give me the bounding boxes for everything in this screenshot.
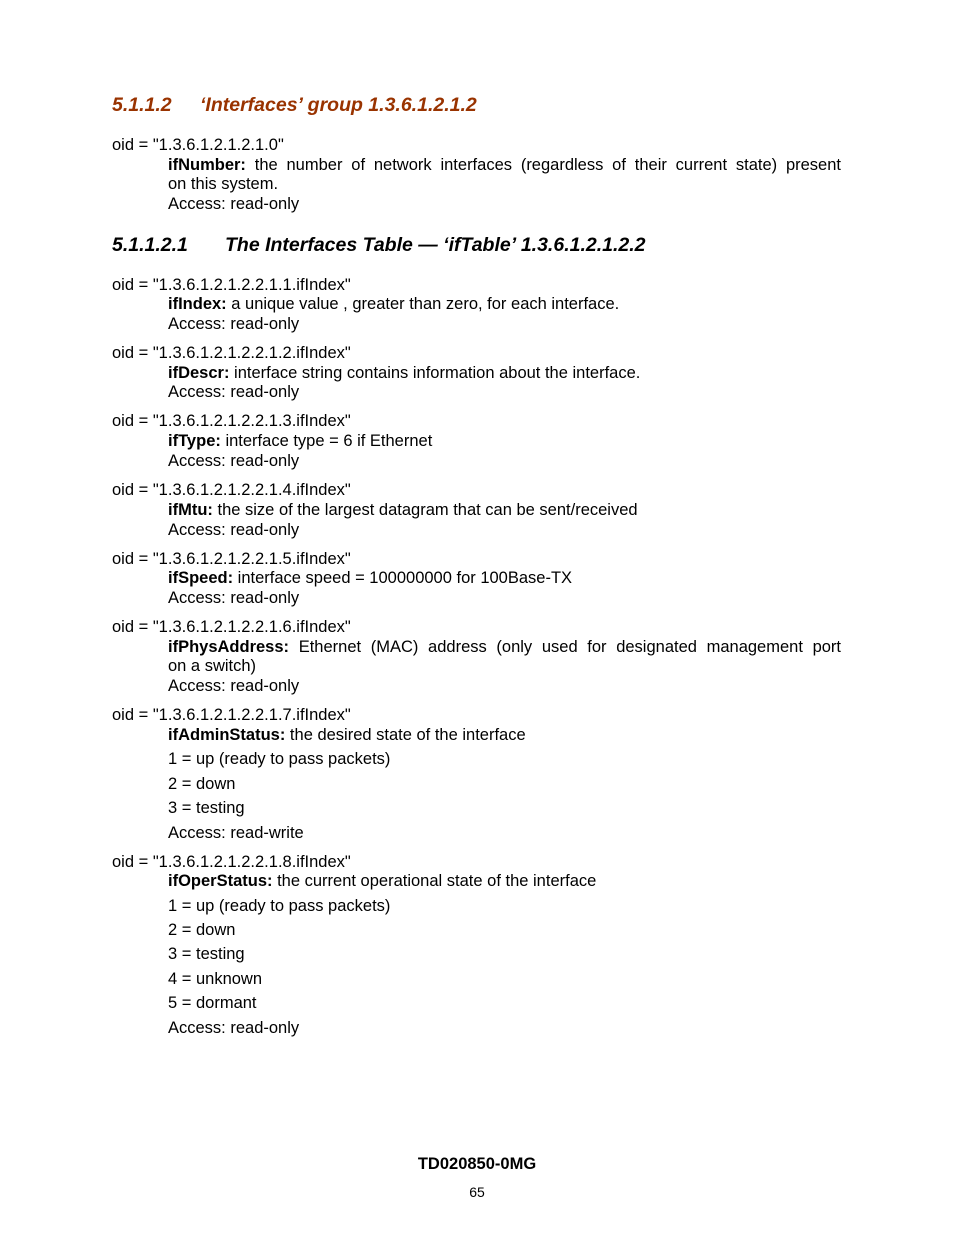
field-description: ifNumber: the number of network interfaces (regardless of their current state) present (168, 156, 841, 174)
page-number: 65 (469, 1184, 485, 1200)
field-description: ifType: interface type = 6 if Ethernet (168, 432, 433, 450)
field-description: ifAdminStatus: the desired state of the interface (168, 726, 526, 744)
value-line: 5 = dormant (168, 994, 257, 1012)
section-title: The Interfaces Table — ‘ifTable’ 1.3.6.1.2.1.2.2 (225, 234, 646, 256)
field-description: ifSpeed: interface speed = 100000000 for 100Base-TX (168, 569, 573, 587)
access-line: Access: read-only (168, 589, 300, 607)
oid-line: oid = "1.3.6.1.2.1.2.2.1.3.ifIndex" (112, 412, 351, 430)
field-description: ifMtu: the size of the largest datagram that can be sent/received (168, 501, 638, 519)
value-line: 1 = up (ready to pass packets) (168, 897, 391, 915)
access-line: Access: read-only (168, 315, 300, 333)
field-name: ifNumber: (168, 156, 246, 174)
oid-line: oid = "1.3.6.1.2.1.2.2.1.8.ifIndex" (112, 853, 351, 871)
oid-line: oid = "1.3.6.1.2.1.2.2.1.2.ifIndex" (112, 344, 351, 362)
access-line: Access: read-only (168, 1019, 300, 1037)
field-description-cont: on a switch) (168, 657, 257, 675)
field-name: ifDescr: (168, 364, 230, 382)
oid-line: oid = "1.3.6.1.2.1.2.2.1.4.ifIndex" (112, 481, 351, 499)
access-line: Access: read-only (168, 677, 300, 695)
oid-line: oid = "1.3.6.1.2.1.2.2.1.1.ifIndex" (112, 276, 351, 294)
field-name: ifSpeed: (168, 569, 234, 587)
section-title: ‘Interfaces’ group 1.3.6.1.2.1.2 (200, 94, 477, 116)
value-line: 3 = testing (168, 945, 245, 963)
field-name: ifAdminStatus: (168, 726, 286, 744)
field-description: ifIndex: a unique value , greater than zero, for each interface. (168, 295, 620, 313)
field-name: ifPhysAddress: (168, 638, 290, 656)
section-heading-5-1-1-2-1 (112, 234, 646, 257)
value-line: 3 = testing (168, 799, 245, 817)
value-line: 1 = up (ready to pass packets) (168, 750, 391, 768)
field-description: ifDescr: interface string contains information about the interface. (168, 364, 641, 382)
value-line: 2 = down (168, 921, 236, 939)
access-line: Access: read-only (168, 521, 300, 539)
footer-document-id: TD020850-0MG (417, 1155, 537, 1173)
access-line: Access: read-only (168, 452, 300, 470)
oid-line: oid = "1.3.6.1.2.1.2.2.1.5.ifIndex" (112, 550, 351, 568)
field-description: ifPhysAddress: Ethernet (MAC) address (only used for designated management port (168, 638, 841, 656)
access-line: Access: read-write (168, 824, 304, 842)
oid-line: oid = "1.3.6.1.2.1.2.2.1.7.ifIndex" (112, 706, 351, 724)
field-name: ifType: (168, 432, 221, 450)
value-line: 4 = unknown (168, 970, 263, 988)
oid-line: oid = "1.3.6.1.2.1.2.2.1.6.ifIndex" (112, 618, 351, 636)
section-heading-5-1-1-2 (112, 94, 477, 117)
value-line: 2 = down (168, 775, 236, 793)
access-line: Access: read-only (168, 383, 300, 401)
access-line: Access: read-only (168, 195, 300, 213)
field-description: ifOperStatus: the current operational state of the interface (168, 872, 597, 890)
field-name: ifOperStatus: (168, 872, 273, 890)
field-name: ifMtu: (168, 501, 213, 519)
section-number: 5.1.1.2 (112, 94, 172, 116)
field-description-cont: on this system. (168, 175, 279, 193)
section-number: 5.1.1.2.1 (112, 234, 188, 256)
oid-line: oid = "1.3.6.1.2.1.2.1.0" (112, 136, 284, 154)
field-name: ifIndex: (168, 295, 227, 313)
